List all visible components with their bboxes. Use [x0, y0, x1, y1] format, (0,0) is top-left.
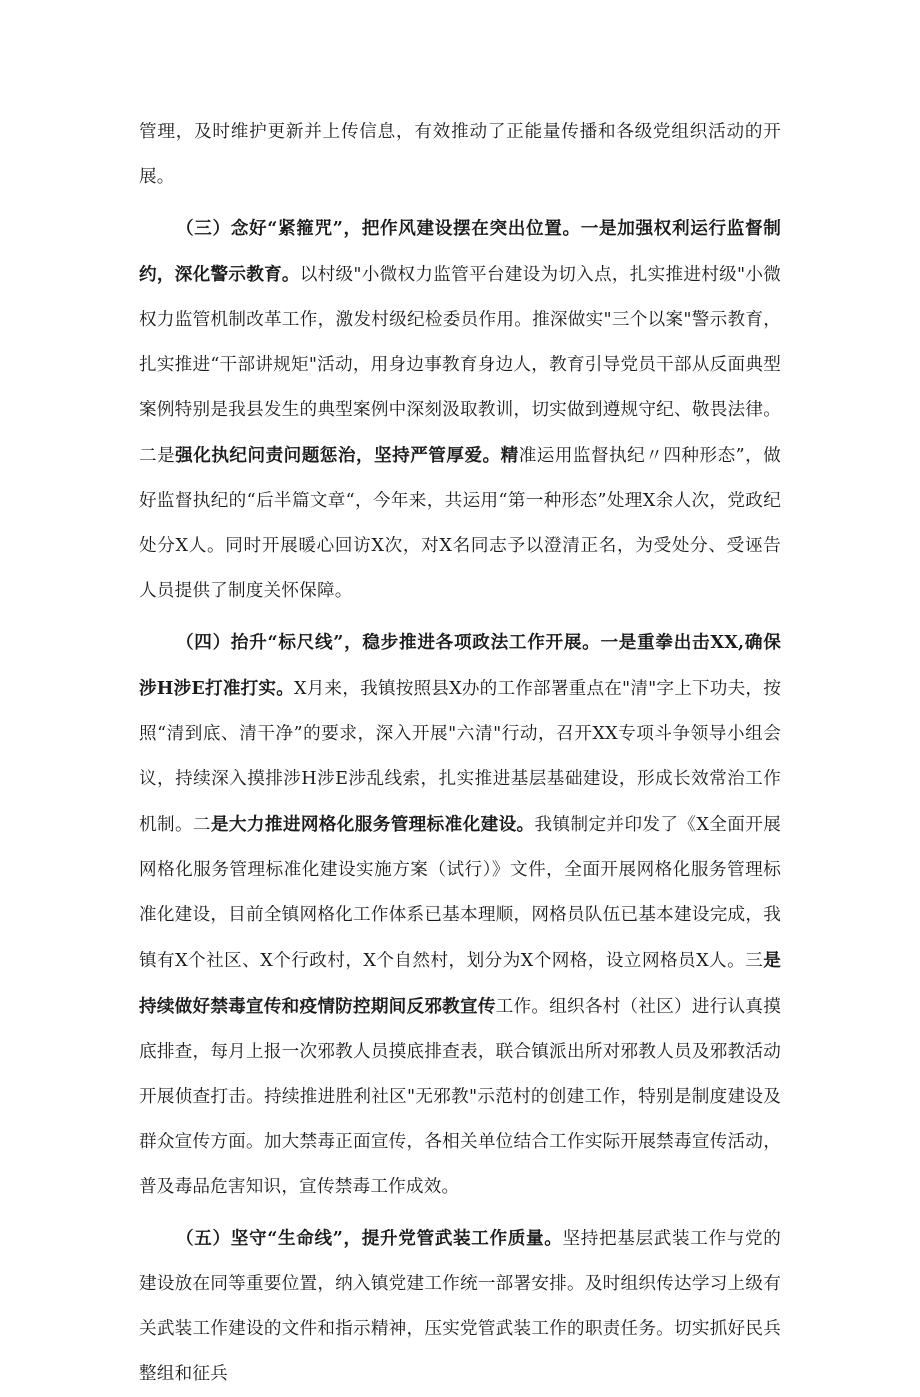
document-body: [139, 110, 781, 1397]
section-heading: （四）抬升“标尺线”，稳步推进各项政法工作开展。一是重拳出击XX,确保涉H涉E打准打实。: [139, 632, 781, 699]
text-run: X月来，我镇按照县X办的工作部署重点在"清"字上下功夫，按照“清到底、清干净”的要求，深入开展"六清"行动，召开XX专项斗争领导小组会议，持续深入摸排涉H涉E涉乱线索，扎实推进基层基础建设，形成长效常治工作机制。二: [139, 679, 781, 835]
text-run: 我镇制定并印发了《X全面开展网格化服务管理标准化建设实施方案（试行）》文件，全面开展网格化服务管理标准化建设，目前全镇网格化工作体系已基本理顺，网格员队伍已基本建设完成，我镇有X个社区、X个行政村，X个自然村，划分为X个网格，设立网格员X人。三: [139, 815, 781, 971]
text-run: 准运用监督执纪〃四种形态”，做好监督执纪的“后半篇文章“，今年来，共运用“第一种形态”处理X余人次，党政纪处分X人。同时开展暖心回访X次，对X名同志予以澄清正名，为受处分、受诬告人员提供了制度关怀保障。: [139, 446, 781, 601]
paragraph-continuation: [139, 110, 781, 200]
section-heading: （五）坚守“生命线”，提升党管武装工作质量。: [175, 1228, 563, 1249]
section-heading: （三）念好“紧箍咒”，把作风建设摆在突出位置。一是加强权利运行监督制约，深化警示教育。: [139, 218, 781, 285]
text-run: 管理，及时维护更新并上传信息，有效推动了正能量传播和各级党组织活动的开展。: [139, 122, 781, 187]
text-run: 工作。组织各村（社区）进行认真摸底排查，每月上报一次邪教人员摸底排查表，联合镇派出所对邪教人员及邪教活动开展侦查打击。持续推进胜利社区"无邪教"示范村的创建工作，特别是制度建设及群众宣传方面。加大禁毒正面宣传，各相关单位结合工作实际开展禁毒宣传活动，普及毒品危害知识，宣传禁毒工作成效。: [139, 997, 781, 1197]
paragraph-section-3: [139, 206, 781, 614]
bold-subheading: 强化执纪问责问题惩治，坚持严管厚爱。精: [175, 445, 519, 466]
bold-subheading: 是持续做好禁毒宣传和疫情防控期间反邪教宣传: [139, 950, 781, 1017]
bold-subheading: 是大力推进网格化服务管理标准化建设。: [210, 814, 535, 835]
paragraph-section-5: [139, 1216, 781, 1397]
paragraph-section-4: [139, 620, 781, 1210]
text-run: 以村级"小微权力监管平台建设为切入点，扎实推进村级"小微权力监管机制改革工作，激发村级纪检委员作用。推深做实"三个以案"警示教育，扎实推进“干部讲规矩"活动，用身边事教育身边人，教育引导党员干部从反面典型案例特别是我县发生的典型案例中深刻汲取教训，切实做到遵规守纪、敬畏法律。二是: [139, 265, 781, 466]
text-run: 坚持把基层武装工作与党的建设放在同等重要位置，纳入镇党建工作统一部署安排。及时组织传达学习上级有关武装工作建设的文件和指示精神，压实党管武装工作的职责任务。切实抓好民兵整组和征兵: [139, 1229, 781, 1384]
